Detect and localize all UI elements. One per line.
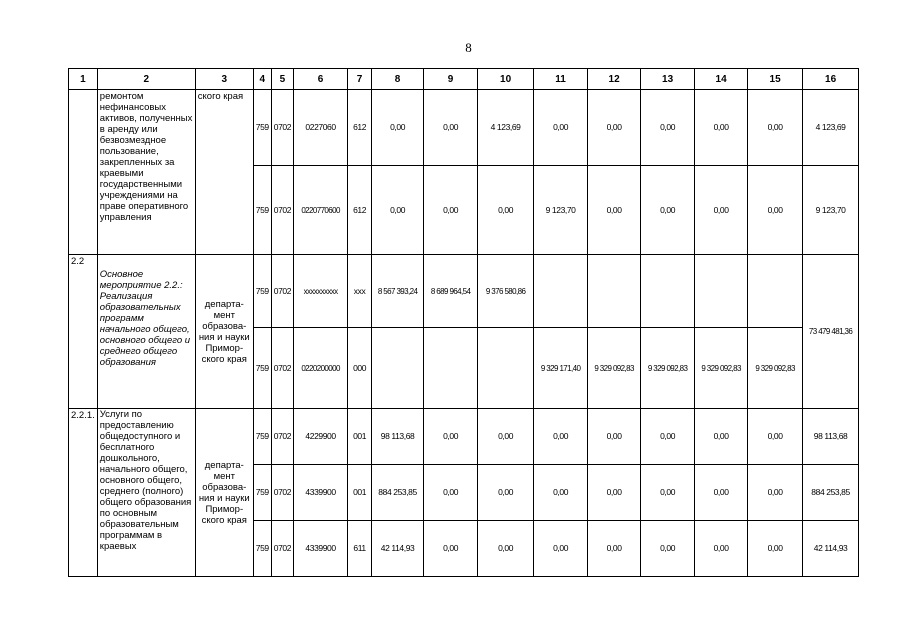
table-cell: 0,00 xyxy=(372,90,424,166)
table-cell: 611 xyxy=(348,521,372,577)
table-cell: 884 253,85 xyxy=(803,465,859,521)
table-cell: 4229900 xyxy=(294,409,348,465)
table-cell: 0,00 xyxy=(641,90,695,166)
table-cell: 98 113,68 xyxy=(372,409,424,465)
item-name-cell: ремонтом нефинансовых активов, полученных в аренду или безвозмездное пользование, закрепленных за краевыми государственными учреждениями на праве оперативного управления xyxy=(97,90,195,255)
header-cell: 9 xyxy=(424,69,478,90)
table-cell: 759 xyxy=(253,255,271,328)
table-cell: 0,00 xyxy=(588,521,641,577)
table-cell: 0,00 xyxy=(748,409,803,465)
table-cell: 98 113,68 xyxy=(803,409,859,465)
total-cell: 73 479 481,36 xyxy=(803,255,859,409)
table-cell: 0,00 xyxy=(641,521,695,577)
header-cell: 14 xyxy=(695,69,748,90)
table-cell: 0,00 xyxy=(695,90,748,166)
table-cell: 0,00 xyxy=(588,166,641,255)
table-cell: 0702 xyxy=(271,255,293,328)
table-cell xyxy=(748,255,803,328)
table-cell xyxy=(641,255,695,328)
header-cell: 5 xyxy=(271,69,293,90)
table-cell: 0227060 xyxy=(294,90,348,166)
header-cell: 8 xyxy=(372,69,424,90)
table-cell: 0,00 xyxy=(478,166,534,255)
table-cell: xxxxxxxxxx xyxy=(294,255,348,328)
header-cell: 7 xyxy=(348,69,372,90)
table-cell: 0702 xyxy=(271,465,293,521)
table-cell: 9 376 580,86 xyxy=(478,255,534,328)
table-cell: 0,00 xyxy=(424,465,478,521)
table-cell: 9 329 092,83 xyxy=(748,328,803,409)
table-cell: 0,00 xyxy=(641,166,695,255)
table-cell xyxy=(534,255,588,328)
table-cell: 0,00 xyxy=(748,465,803,521)
table-cell: 0,00 xyxy=(588,465,641,521)
table-cell: 0220770600 xyxy=(294,166,348,255)
table-cell: 42 114,93 xyxy=(372,521,424,577)
table-cell: 0702 xyxy=(271,328,293,409)
item-number-cell: 2.2.1. xyxy=(69,409,98,577)
table-cell: 4339900 xyxy=(294,521,348,577)
table-cell: 612 xyxy=(348,90,372,166)
header-row xyxy=(69,69,859,90)
table-cell: 0,00 xyxy=(695,465,748,521)
item-number-cell: 2.2 xyxy=(69,255,98,409)
table-cell: 0,00 xyxy=(478,409,534,465)
table-cell: 0,00 xyxy=(534,521,588,577)
header-cell: 15 xyxy=(748,69,803,90)
table-cell: 0,00 xyxy=(695,409,748,465)
header-cell: 11 xyxy=(534,69,588,90)
table-cell: 759 xyxy=(253,166,271,255)
table-cell: 0,00 xyxy=(424,409,478,465)
header-cell: 3 xyxy=(195,69,253,90)
table-cell: 0702 xyxy=(271,521,293,577)
table-cell: 4 123,69 xyxy=(803,90,859,166)
table-cell: 0,00 xyxy=(588,409,641,465)
table-cell: 9 123,70 xyxy=(534,166,588,255)
table-cell: 0,00 xyxy=(534,90,588,166)
table-cell: 0702 xyxy=(271,166,293,255)
table-cell: 884 253,85 xyxy=(372,465,424,521)
header-cell: 1 xyxy=(69,69,98,90)
table-row xyxy=(69,409,859,465)
table-cell: 001 xyxy=(348,409,372,465)
table-cell: 8 689 964,54 xyxy=(424,255,478,328)
table-cell: 0,00 xyxy=(534,409,588,465)
table-cell: 0,00 xyxy=(534,465,588,521)
executor-cell: департа-мент образова-ния и науки Примор-ского края xyxy=(195,409,253,577)
table-cell: 0,00 xyxy=(588,90,641,166)
table-cell: 759 xyxy=(253,465,271,521)
table-cell: 0,00 xyxy=(748,90,803,166)
table-cell xyxy=(478,328,534,409)
table-cell: 0,00 xyxy=(748,521,803,577)
executor-cell: ского края xyxy=(195,90,253,255)
table-cell: 0,00 xyxy=(424,521,478,577)
executor-cell: департа-мент образова-ния и науки Примор-ского края xyxy=(195,255,253,409)
table-cell: 0,00 xyxy=(695,521,748,577)
table-cell: 759 xyxy=(253,521,271,577)
table-cell xyxy=(695,255,748,328)
item-name-cell: Услуги по предоставлению общедоступного и бесплатного дошкольного, начального общего, основного общего, среднего (полного) общего образования по основным образовательным программам в краевых xyxy=(97,409,195,577)
item-name-cell: Основное мероприятие 2.2.: Реализация образовательных программ начального общего, основного общего и среднего общего образования xyxy=(97,255,195,409)
table-cell: 0,00 xyxy=(372,166,424,255)
header-cell: 4 xyxy=(253,69,271,90)
table-cell: 0702 xyxy=(271,90,293,166)
page-number: 8 xyxy=(465,40,472,55)
budget-table xyxy=(68,68,859,577)
table-cell: 759 xyxy=(253,409,271,465)
table-cell: 9 329 092,83 xyxy=(641,328,695,409)
table-cell: 9 329 092,83 xyxy=(695,328,748,409)
table-cell: 759 xyxy=(253,90,271,166)
table-cell: 4339900 xyxy=(294,465,348,521)
header-cell: 13 xyxy=(641,69,695,90)
table-cell: 0,00 xyxy=(641,409,695,465)
table-cell: xxx xyxy=(348,255,372,328)
table-cell: 8 567 393,24 xyxy=(372,255,424,328)
table-cell: 9 123,70 xyxy=(803,166,859,255)
table-cell: 9 329 171,40 xyxy=(534,328,588,409)
table-row xyxy=(69,90,859,166)
header-cell: 6 xyxy=(294,69,348,90)
table-cell: 0,00 xyxy=(478,465,534,521)
header-cell: 12 xyxy=(588,69,641,90)
table-cell xyxy=(372,328,424,409)
table-cell: 0,00 xyxy=(424,166,478,255)
table-cell: 001 xyxy=(348,465,372,521)
item-number-cell xyxy=(69,90,98,255)
table-row xyxy=(69,255,859,328)
table-cell: 0,00 xyxy=(424,90,478,166)
table-cell xyxy=(588,255,641,328)
table-cell: 000 xyxy=(348,328,372,409)
table-cell: 0,00 xyxy=(478,521,534,577)
table-cell: 0,00 xyxy=(641,465,695,521)
table-cell: 4 123,69 xyxy=(478,90,534,166)
table-cell: 42 114,93 xyxy=(803,521,859,577)
table-cell: 612 xyxy=(348,166,372,255)
table-cell: 0,00 xyxy=(748,166,803,255)
table-cell xyxy=(424,328,478,409)
table-cell: 0220200000 xyxy=(294,328,348,409)
header-cell: 10 xyxy=(478,69,534,90)
header-cell: 2 xyxy=(97,69,195,90)
header-cell: 16 xyxy=(803,69,859,90)
table-cell: 0702 xyxy=(271,409,293,465)
table-cell: 0,00 xyxy=(695,166,748,255)
table-cell: 759 xyxy=(253,328,271,409)
table-cell: 9 329 092,83 xyxy=(588,328,641,409)
